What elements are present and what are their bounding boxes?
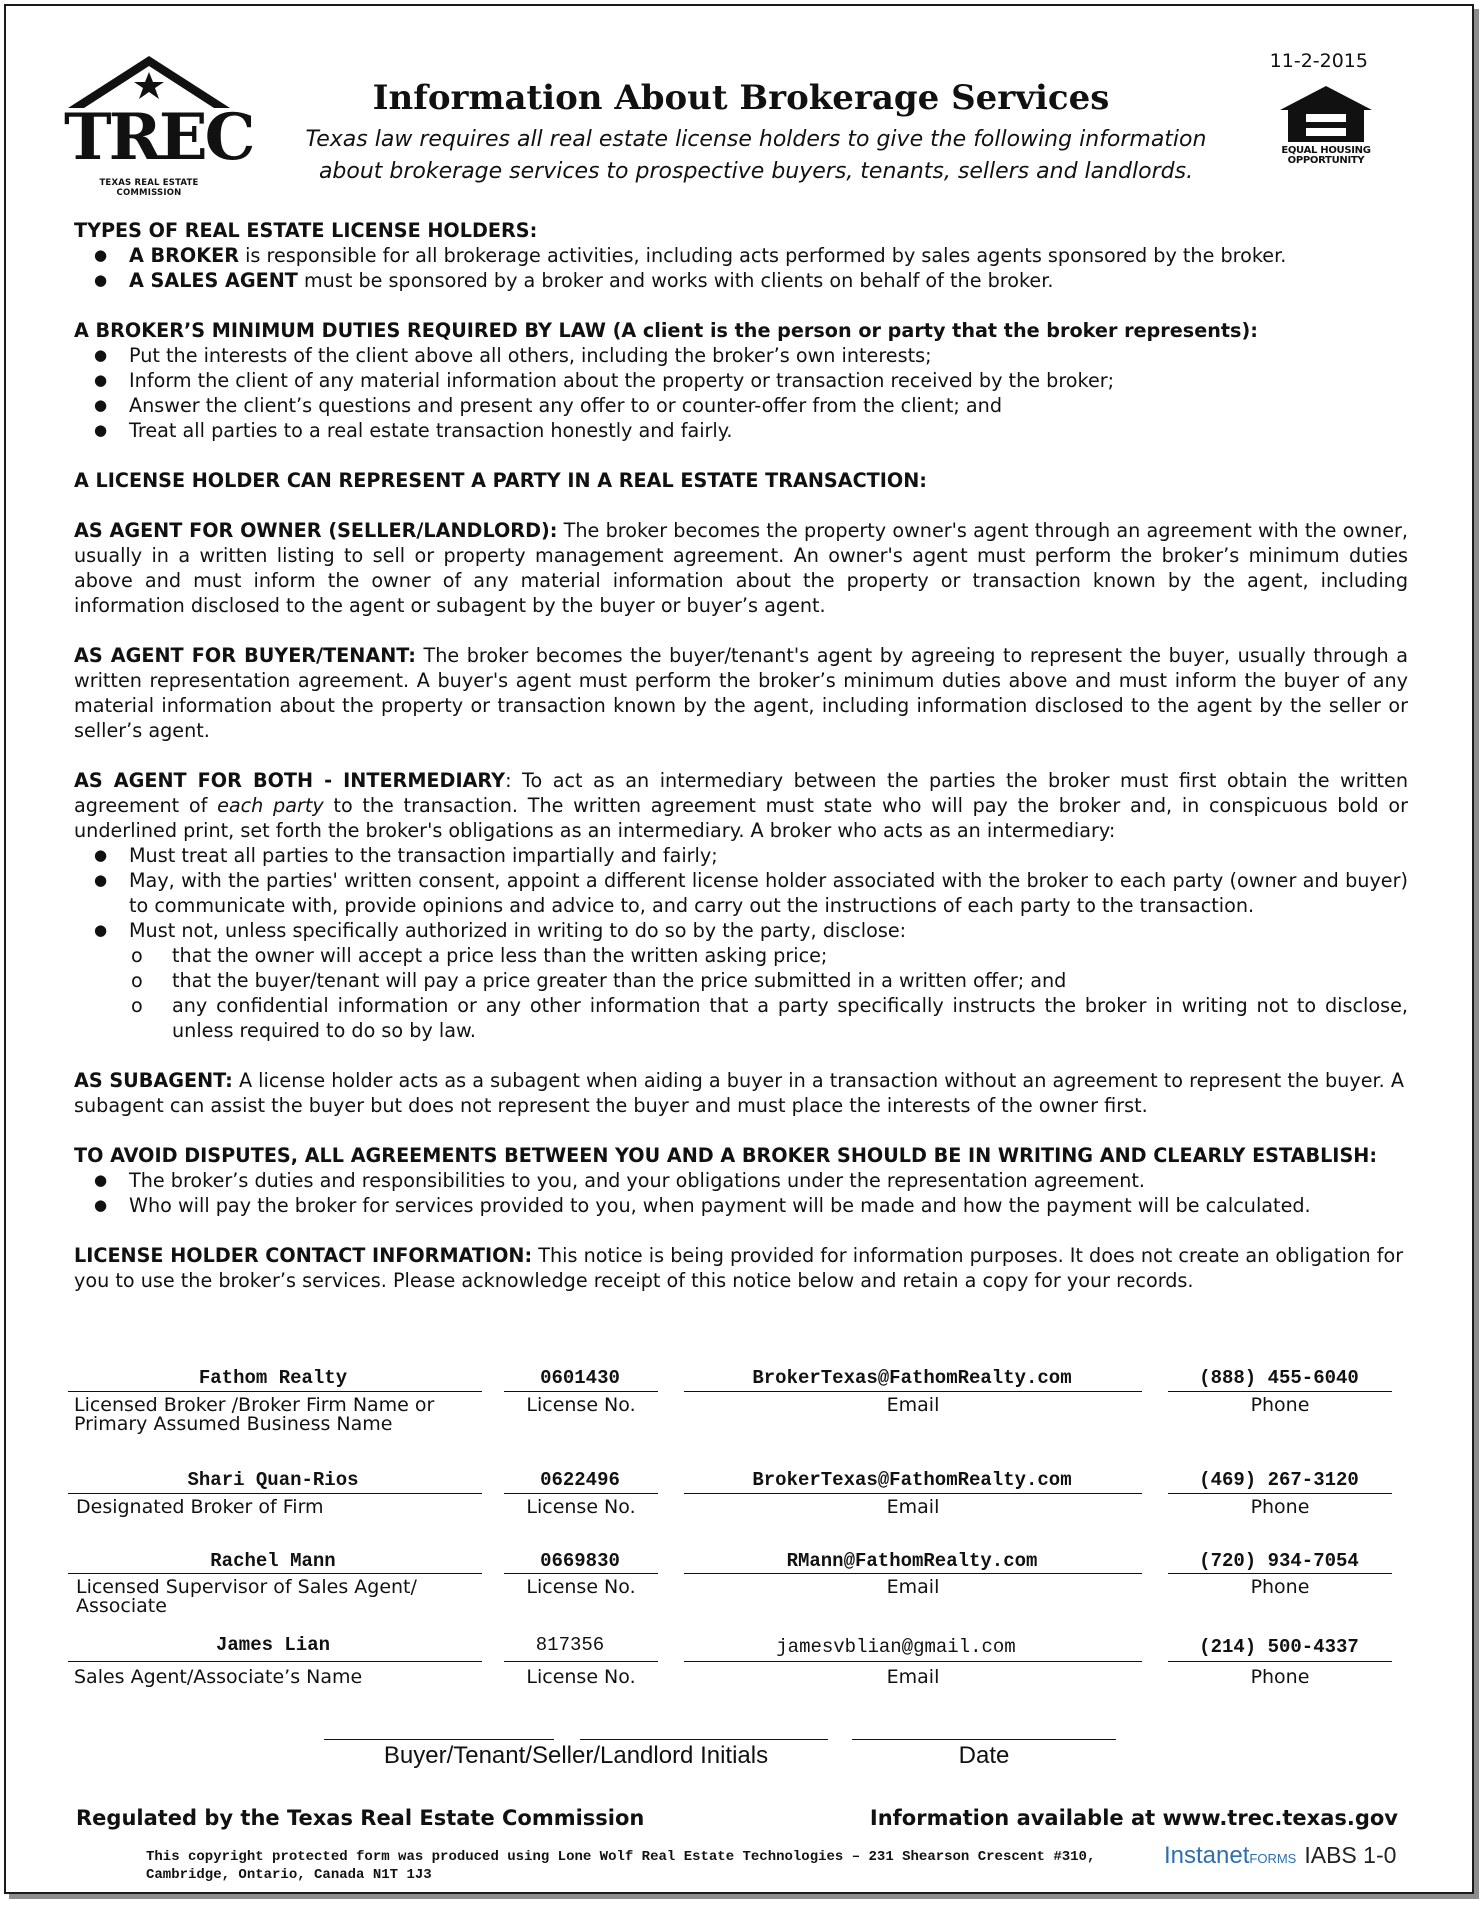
trec-website-text: Information available at www.trec.texas.gov <box>869 1806 1398 1830</box>
initials-label: Buyer/Tenant/Seller/Landlord Initials <box>383 1742 769 1769</box>
license-number-field[interactable]: 0622496 <box>540 1469 620 1491</box>
license-number-field[interactable]: 0669830 <box>540 1550 620 1572</box>
license-number-field[interactable]: 817356 <box>535 1634 605 1656</box>
license-number-field[interactable]: 0601430 <box>540 1367 620 1389</box>
trec-logo-word: TREC <box>64 100 253 175</box>
list-item: ● Treat all parties to a real estate transaction honestly and fairly. <box>74 418 1408 443</box>
broker-name-field[interactable]: Fathom Realty <box>198 1367 348 1389</box>
list-item: ● Answer the client’s questions and present any offer to or counter-offer from the client; and <box>74 393 1408 418</box>
sub-list-item: o that the buyer/tenant will pay a price greater than the price submitted in a written offer; and <box>129 968 1408 993</box>
bullet-list <box>74 343 1408 443</box>
email-field[interactable]: BrokerTexas@FathomRealty.com <box>752 1367 1072 1389</box>
license-holder-types-section <box>74 218 1408 293</box>
name-caption: Sales Agent/Associate’s Name <box>74 1666 363 1688</box>
phone-caption: Phone <box>1250 1666 1310 1688</box>
instanet-forms-brand <box>1164 1842 1396 1870</box>
date-label: Date <box>958 1742 1010 1769</box>
list-item: ● The broker’s duties and responsibilities to you, and your obligations under the representation agreement. <box>74 1168 1408 1193</box>
trec-logo <box>64 54 253 198</box>
email-caption: Email <box>886 1394 940 1416</box>
agent-for-buyer-section: AS AGENT FOR BUYER/TENANT: The broker becomes the buyer/tenant's agent by agreeing to represent the buyer, usually through a written representation agreement. A buyer's agent must perform the broker’s minimum duties above and must inform the buyer of any material information about the property or transaction known by the agent, including information disclosed to the agent by the seller or seller’s agent. <box>74 644 1408 742</box>
license-caption: License No. <box>526 1394 636 1416</box>
license-caption: License No. <box>526 1496 636 1518</box>
equal-housing-text: EQUAL HOUSING OPPORTUNITY <box>1281 145 1371 166</box>
avoid-disputes-section <box>74 1143 1408 1218</box>
section-heading: AS AGENT FOR BUYER/TENANT: <box>74 644 416 667</box>
trec-logo-subtitle: TEXAS REAL ESTATE COMMISSION <box>99 178 199 198</box>
form-code: IABS 1-0 <box>1304 1842 1397 1868</box>
initials-line-2[interactable] <box>580 1739 828 1740</box>
name-caption: Licensed Supervisor of Sales Agent/ Associate <box>76 1576 417 1617</box>
contact-info-section: LICENSE HOLDER CONTACT INFORMATION: This notice is being provided for information purposes. It does not create an obligation for you to use the broker’s services. Please acknowledge receipt of this notice below and retain a copy for your records. <box>74 1244 1404 1292</box>
minimum-duties-section <box>74 318 1408 443</box>
section-heading: TO AVOID DISPUTES, ALL AGREEMENTS BETWEEN YOU AND A BROKER SHOULD BE IN WRITING AND CLEARLY ESTABLISH: <box>74 1144 1377 1167</box>
equal-housing-house-icon <box>1278 84 1374 144</box>
list-item: ● A SALES AGENT must be sponsored by a broker and works with clients on behalf of the broker. <box>74 268 1408 293</box>
forms-logo: FORMS <box>1249 1851 1297 1866</box>
document-page <box>4 4 1474 1894</box>
sub-list-item: o that the owner will accept a price less than the written asking price; <box>129 943 1408 968</box>
name-caption: Designated Broker of Firm <box>76 1496 324 1518</box>
section-heading: A BROKER’S MINIMUM DUTIES REQUIRED BY LAW (A client is the person or party that the broker represents): <box>74 319 1258 342</box>
broker-name-field[interactable]: Rachel Mann <box>210 1550 336 1572</box>
list-item: ● Put the interests of the client above all others, including the broker’s own interests; <box>74 343 1408 368</box>
regulated-by-text: Regulated by the Texas Real Estate Commission <box>76 1806 645 1830</box>
phone-caption: Phone <box>1250 1496 1310 1518</box>
page-title: Information About Brokerage Services <box>372 78 1110 118</box>
list-item: ● Must not, unless specifically authorized in writing to do so by the party, disclose: o that the owner will accept a price less than the written asking price; o that the buyer/tenant will pay a price greater than the price submitted in a written offer; and o any confidential information or any other information that a party specifically instructs the broker in writing not to disclose, unless required to do so by law. <box>74 918 1408 1043</box>
broker-name-field[interactable]: James Lian <box>215 1634 331 1656</box>
list-item: ● Who will pay the broker for services provided to you, when payment will be made and how the payment will be calculated. <box>74 1193 1408 1218</box>
email-caption: Email <box>886 1496 940 1518</box>
email-caption: Email <box>886 1666 940 1688</box>
list-item: ● Must treat all parties to the transaction impartially and fairly; <box>74 843 1408 868</box>
subagent-section: AS SUBAGENT: A license holder acts as a subagent when aiding a buyer in a transaction without an agreement to represent the buyer. A subagent can assist the buyer but does not represent the buyer and must place the interests of the owner first. <box>74 1069 1404 1117</box>
phone-field[interactable]: (214) 500-4337 <box>1199 1636 1359 1658</box>
section-heading: AS AGENT FOR OWNER (SELLER/LANDLORD): <box>74 519 558 542</box>
list-item: ● Inform the client of any material information about the property or transaction received by the broker; <box>74 368 1408 393</box>
bullet-list <box>74 1168 1408 1218</box>
representation-section <box>74 468 1408 493</box>
page-subtitle: Texas law requires all real estate license holders to give the following information about brokerage services to prospective buyers, tenants, sellers and landlords. <box>305 127 1207 184</box>
section-heading: AS AGENT FOR BOTH - INTERMEDIARY <box>74 769 506 792</box>
sub-list-item: o any confidential information or any other information that a party specifically instructs the broker in writing not to disclose, unless required to do so by law. <box>129 993 1408 1043</box>
phone-field[interactable]: (720) 934-7054 <box>1199 1550 1359 1572</box>
email-field[interactable]: BrokerTexas@FathomRealty.com <box>752 1469 1072 1491</box>
form-date: 11-2-2015 <box>1269 50 1368 72</box>
license-caption: License No. <box>526 1666 636 1688</box>
section-heading: AS SUBAGENT: <box>74 1069 233 1092</box>
section-heading: TYPES OF REAL ESTATE LICENSE HOLDERS: <box>74 219 538 242</box>
equal-housing-logo <box>1278 84 1378 174</box>
phone-caption: Phone <box>1250 1576 1310 1598</box>
section-heading: LICENSE HOLDER CONTACT INFORMATION: <box>74 1244 533 1267</box>
list-item: ● A BROKER is responsible for all brokerage activities, including acts performed by sales agents sponsored by the broker. <box>74 243 1408 268</box>
initials-line-1[interactable] <box>324 1739 554 1740</box>
email-field[interactable]: jamesvblian@gmail.com <box>776 1636 1016 1658</box>
bullet-list <box>74 243 1408 293</box>
date-line[interactable] <box>852 1739 1116 1740</box>
document-body <box>74 218 1408 1318</box>
email-caption: Email <box>886 1576 940 1598</box>
intermediary-section: AS AGENT FOR BOTH - INTERMEDIARY: To act as an intermediary between the parties the broker must first obtain the written agreement of each party to the transaction. The written agreement must state who will pay the broker and, in conspicuous bold or underlined print, set forth the broker's obligations as an intermediary. A broker who acts as an intermediary: ● Must treat all parties to the transaction impartially and fairly; ● May, with the parties' written consent, appoint a different license holder associated with the broker to each party (owner and buyer) to communicate with, provide opinions and advice to, and carry out the instructions of each party to the transaction. ● Must not, unless specifically authorized in writing to do so by the party, disclose: o that the owner will accept a price less than the written asking price; o that the buyer/tenant will pay a price greater than the price submitted in a written offer; and o any confidential information or any other information that a party specifically instructs the broker in writing not to disclose, unless required to do so by law. <box>74 768 1408 1043</box>
sub-list <box>129 943 1408 1043</box>
agent-for-owner-section: AS AGENT FOR OWNER (SELLER/LANDLORD): The broker becomes the property owner's agent through an agreement with the owner, usually in a written listing to sell or property management agreement. An owner's agent must perform the broker’s minimum duties above and must inform the owner of any material information about the property or transaction known by the agent, including information disclosed to the agent or subagent by the buyer or buyer’s agent. <box>74 519 1408 617</box>
copyright-text: This copyright protected form was produced using Lone Wolf Real Estate Technologies – 231 Shearson Crescent #310, Cambridge, Ontario, Canada N1T 1J3 <box>146 1849 1096 1883</box>
email-field[interactable]: RMann@FathomRealty.com <box>786 1550 1038 1572</box>
broker-name-field[interactable]: Shari Quan-Rios <box>187 1469 359 1491</box>
bullet-list <box>74 843 1408 1043</box>
instanet-logo: Instanet <box>1164 1842 1250 1869</box>
phone-field[interactable]: (469) 267-3120 <box>1199 1469 1359 1491</box>
license-caption: License No. <box>526 1576 636 1598</box>
section-heading: A LICENSE HOLDER CAN REPRESENT A PARTY IN A REAL ESTATE TRANSACTION: <box>74 469 927 492</box>
phone-field[interactable]: (888) 455-6040 <box>1199 1367 1359 1389</box>
name-caption: Licensed Broker /Broker Firm Name or Primary Assumed Business Name <box>74 1394 435 1435</box>
phone-caption: Phone <box>1250 1394 1310 1416</box>
list-item: ● May, with the parties' written consent, appoint a different license holder associated with the broker to each party (owner and buyer) to communicate with, provide opinions and advice to, and carry out the instructions of each party to the transaction. <box>74 868 1408 918</box>
